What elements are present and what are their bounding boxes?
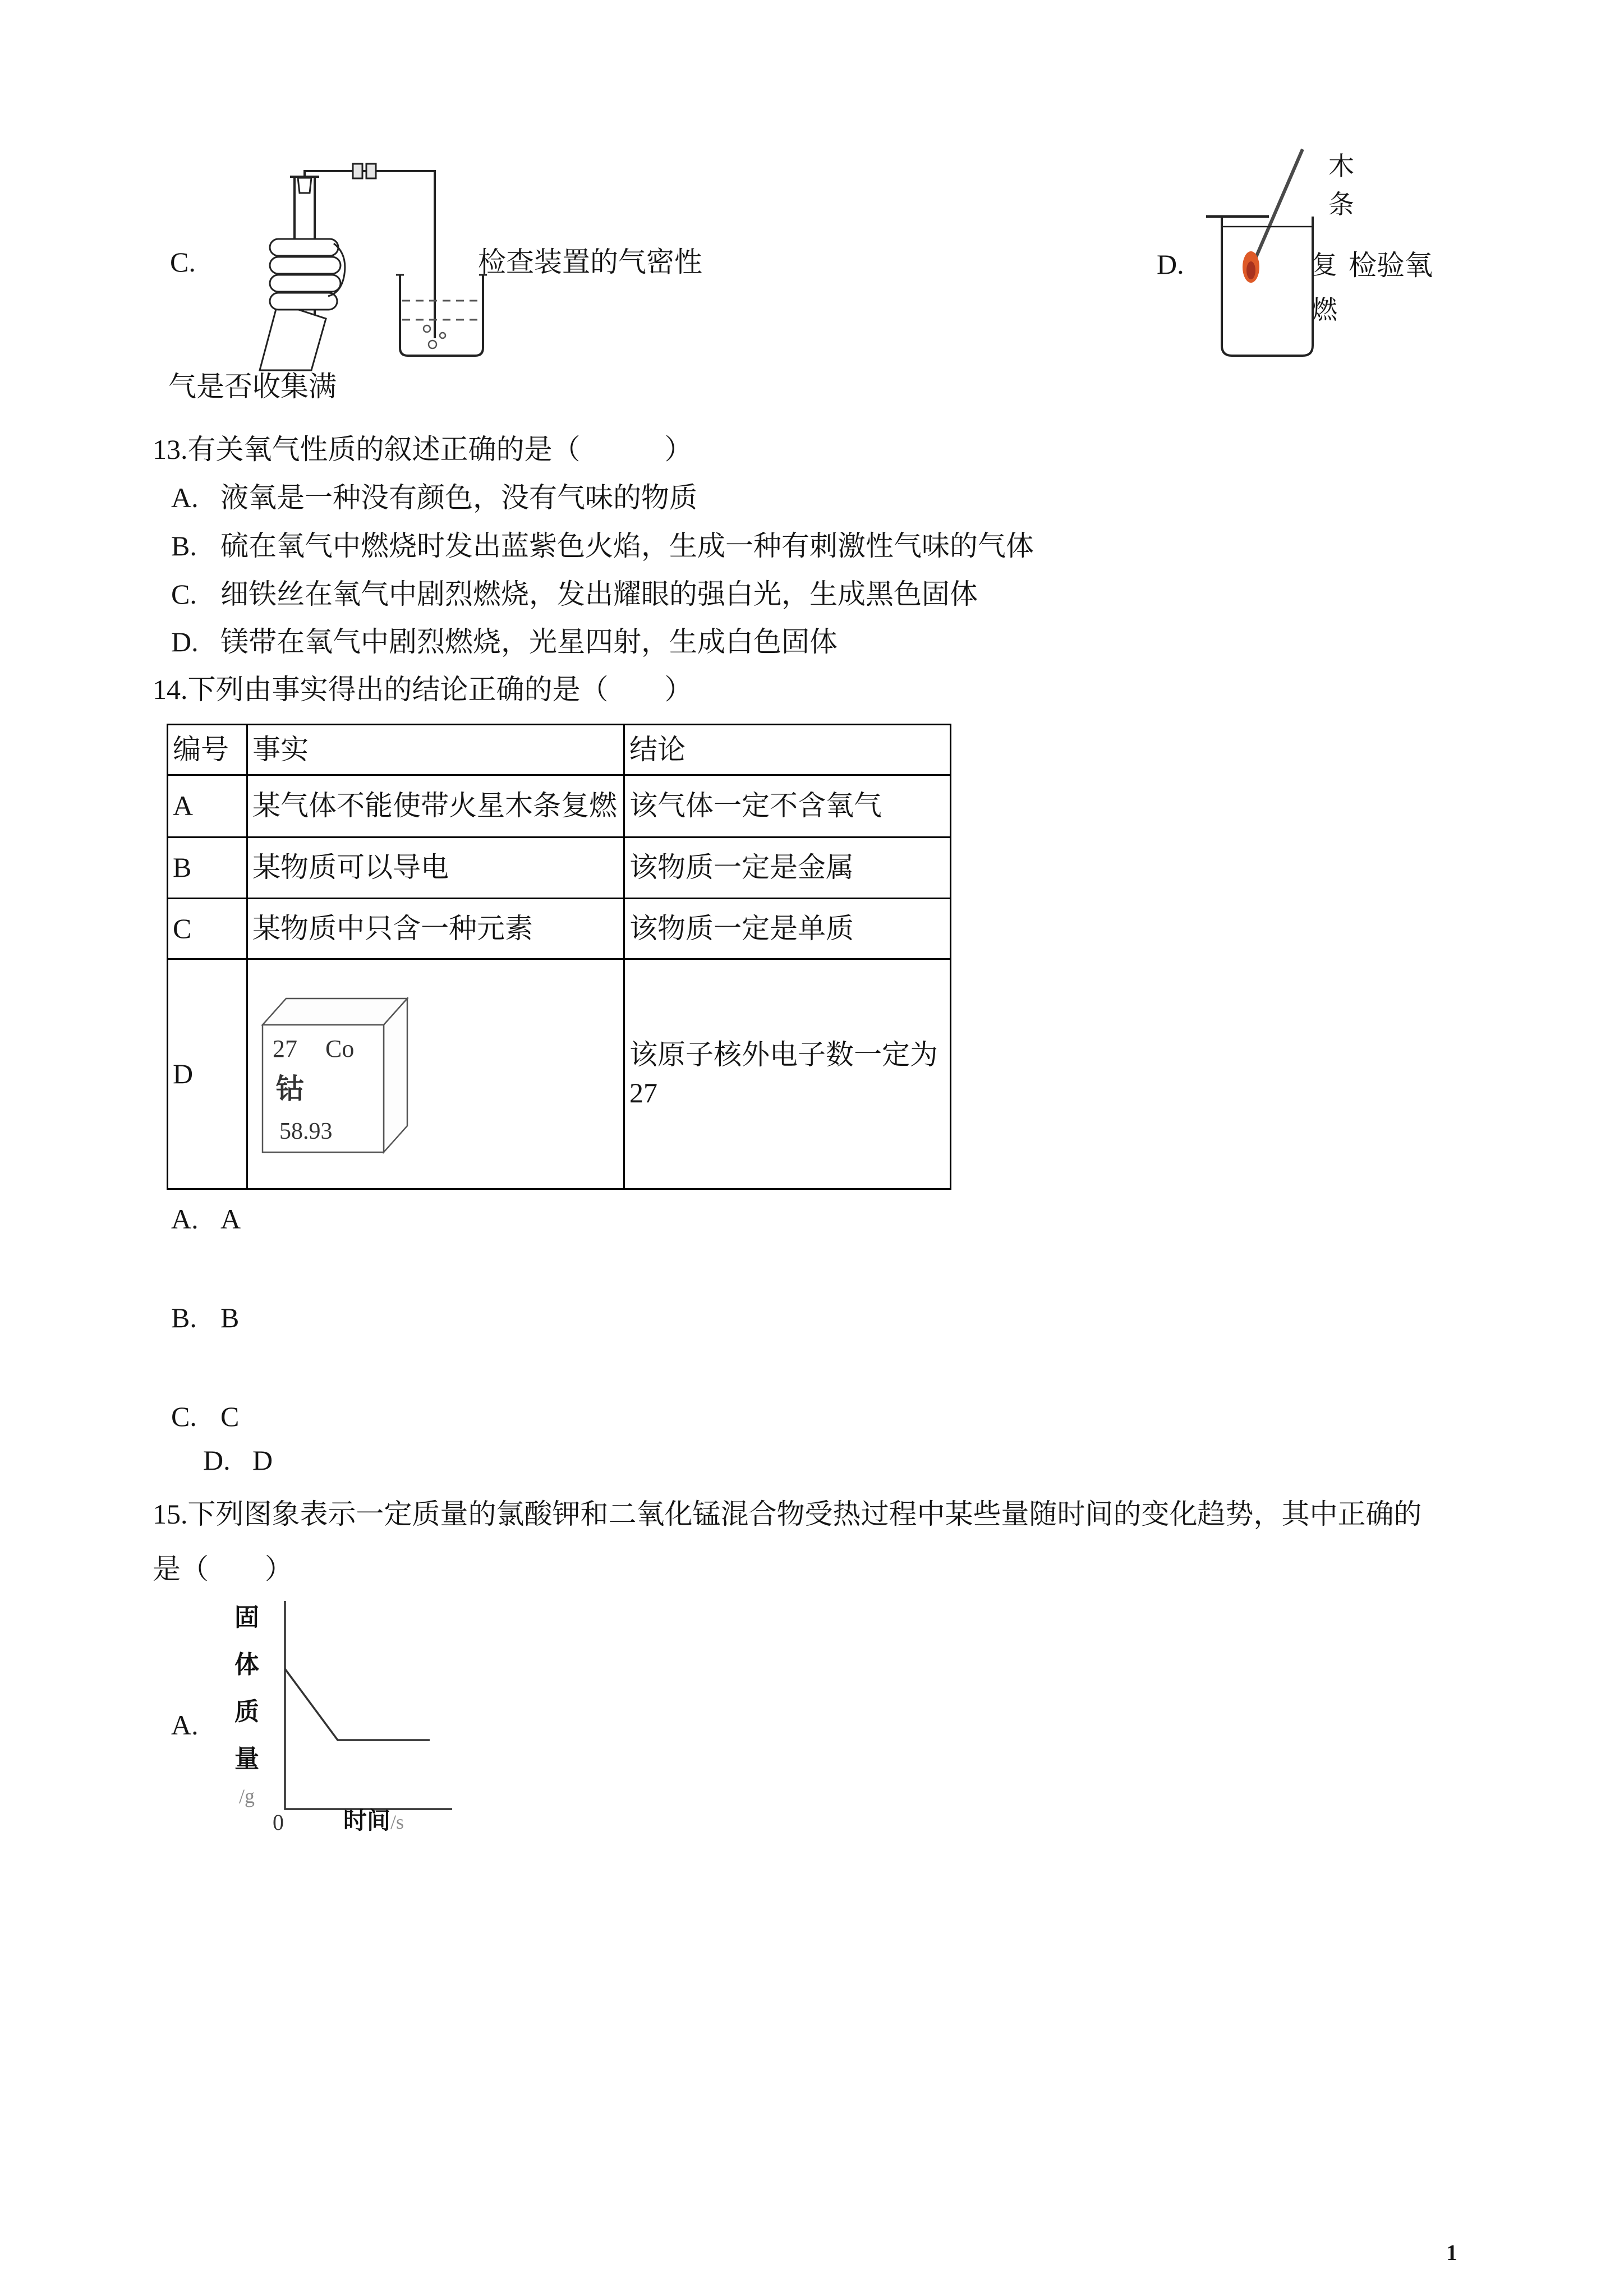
q14-table-row-c <box>168 899 951 959</box>
row-fact: 某物质中只含一种元素 <box>247 899 624 959</box>
q14-table-row-b <box>168 838 951 899</box>
option-text: C <box>220 1401 240 1432</box>
graph-x-label: 时间 <box>343 1807 391 1834</box>
row-fact: 某气体不能使带火星木条复燃 <box>247 775 624 838</box>
row-conclusion: 该物质一定是金属 <box>624 838 951 899</box>
question-15-stem-line1: 15.下列图象表示一定质量的氯酸钾和二氧化锰混合物受热过程中某些量随时间的变化趋势，其中正确的 <box>153 1498 1422 1530</box>
svg-text:时间/s <box>343 1807 404 1834</box>
q12-option-d-label: D. <box>1157 249 1184 280</box>
option-letter: B. <box>171 530 197 562</box>
question-14-option-b <box>171 1300 239 1336</box>
stopper <box>298 178 311 193</box>
q12-option-c-caption: 检查装置的气密性 <box>478 246 702 278</box>
question-13-option-c <box>171 577 978 612</box>
graph-curve <box>285 1669 430 1740</box>
question-13-stem: 13.有关氧气性质的叙述正确的是（ ） <box>153 434 693 465</box>
tube-connector <box>353 164 362 178</box>
graph-ylabel-char: 量 <box>234 1745 259 1773</box>
q12-option-d-image-label-fu: 复 <box>1312 251 1337 279</box>
hand-finger <box>270 275 341 292</box>
q12-option-c-label: C. <box>170 246 196 278</box>
hand-finger <box>270 257 341 274</box>
option-text: A <box>220 1203 241 1235</box>
question-15-stem-line2: 是（ ） <box>153 1553 293 1585</box>
cube-side-face <box>384 999 407 1152</box>
q14-table-row-d <box>168 959 951 1189</box>
page-number: 1 <box>1446 2240 1457 2265</box>
q14-header-conclusion: 结论 <box>624 725 951 775</box>
graph-ylabel-char: 体 <box>234 1651 259 1678</box>
arm <box>260 303 326 370</box>
graph-ylabel-char: 固 <box>234 1604 259 1631</box>
option-text: D <box>252 1444 273 1476</box>
question-14-option-c <box>171 1399 239 1434</box>
question-15-option-a-label: A. <box>171 1709 199 1741</box>
row-id: A <box>168 775 247 838</box>
element-atomic-number: 27 <box>273 1035 297 1062</box>
row-conclusion: 该气体一定不含氧气 <box>624 775 951 838</box>
graph-origin-label: 0 <box>273 1810 284 1834</box>
question-14-stem: 14.下列由事实得出的结论正确的是（ ） <box>153 674 693 705</box>
row-conclusion: 该物质一定是单质 <box>624 899 951 959</box>
option-letter: D. <box>203 1444 231 1476</box>
option-text: 镁带在氧气中剧烈燃烧，光星四射，生成白色固体 <box>220 626 838 657</box>
q14-header-fact: 事实 <box>247 725 624 775</box>
hand-finger <box>270 239 338 256</box>
gas-bubble <box>429 341 436 348</box>
graph-x-unit: /s <box>390 1811 404 1833</box>
gas-tightness-apparatus-illustration <box>215 150 495 372</box>
question-13-option-b <box>171 528 1034 564</box>
question-14-option-a <box>171 1202 241 1237</box>
tube-connector <box>366 164 376 178</box>
option-text: 硫在氧气中燃烧时发出蓝紫色火焰，生成一种有刺激性气味的气体 <box>220 530 1034 562</box>
option-text: 液氧是一种没有颜色，没有气味的物质 <box>220 482 697 513</box>
row-fact: 某物质可以导电 <box>247 838 624 899</box>
row-fact-element-cell <box>247 959 624 1189</box>
graph-ylabel-char: 质 <box>234 1698 259 1726</box>
graph-y-unit: /g <box>238 1785 255 1807</box>
q12-option-d-image-label-mu: 木 <box>1328 152 1354 181</box>
option-letter: C. <box>171 578 197 610</box>
q12-option-d-text-wrap: 气是否收集满 <box>168 371 337 402</box>
question-14-option-d <box>203 1443 273 1478</box>
element-symbol: Co <box>325 1035 355 1062</box>
q14-table-header-row <box>168 725 951 775</box>
hand-finger <box>270 293 337 310</box>
option-letter: A. <box>171 482 199 513</box>
gas-bubble <box>440 333 445 338</box>
row-id: D <box>168 959 247 1189</box>
option-letter: B. <box>171 1302 197 1333</box>
beaker <box>400 275 483 356</box>
element-atomic-mass: 58.93 <box>279 1119 333 1144</box>
option-text: 细铁丝在氧气中剧烈燃烧，发出耀眼的强白光，生成黑色固体 <box>220 578 978 610</box>
element-name: 钴 <box>276 1073 304 1105</box>
cube-top-face <box>263 999 407 1025</box>
solid-mass-time-graph <box>232 1593 457 1834</box>
gas-bubble <box>424 325 430 332</box>
question-13-option-d <box>171 624 838 660</box>
q14-header-id: 编号 <box>168 725 247 775</box>
cobalt-element-cell-illustration <box>257 988 417 1159</box>
q14-table-row-a <box>168 775 951 838</box>
q12-option-d-image-label-tiao: 条 <box>1328 190 1354 219</box>
q12-option-d-text: 检验氧 <box>1349 250 1433 281</box>
row-conclusion: 该原子核外电子数一定为27 <box>624 959 951 1189</box>
option-text: B <box>220 1302 240 1333</box>
q14-table <box>167 724 951 1190</box>
gas-bottle <box>1222 217 1313 356</box>
graph-axes <box>285 1601 452 1809</box>
option-letter: C. <box>171 1401 197 1432</box>
option-letter: A. <box>171 1203 199 1235</box>
question-13-option-a <box>171 480 697 516</box>
row-id: C <box>168 899 247 959</box>
wooden-splint <box>1253 149 1303 264</box>
option-letter: D. <box>171 626 199 657</box>
q12-option-d-image-label-ran: 燃 <box>1312 296 1337 324</box>
row-id: B <box>168 838 247 899</box>
